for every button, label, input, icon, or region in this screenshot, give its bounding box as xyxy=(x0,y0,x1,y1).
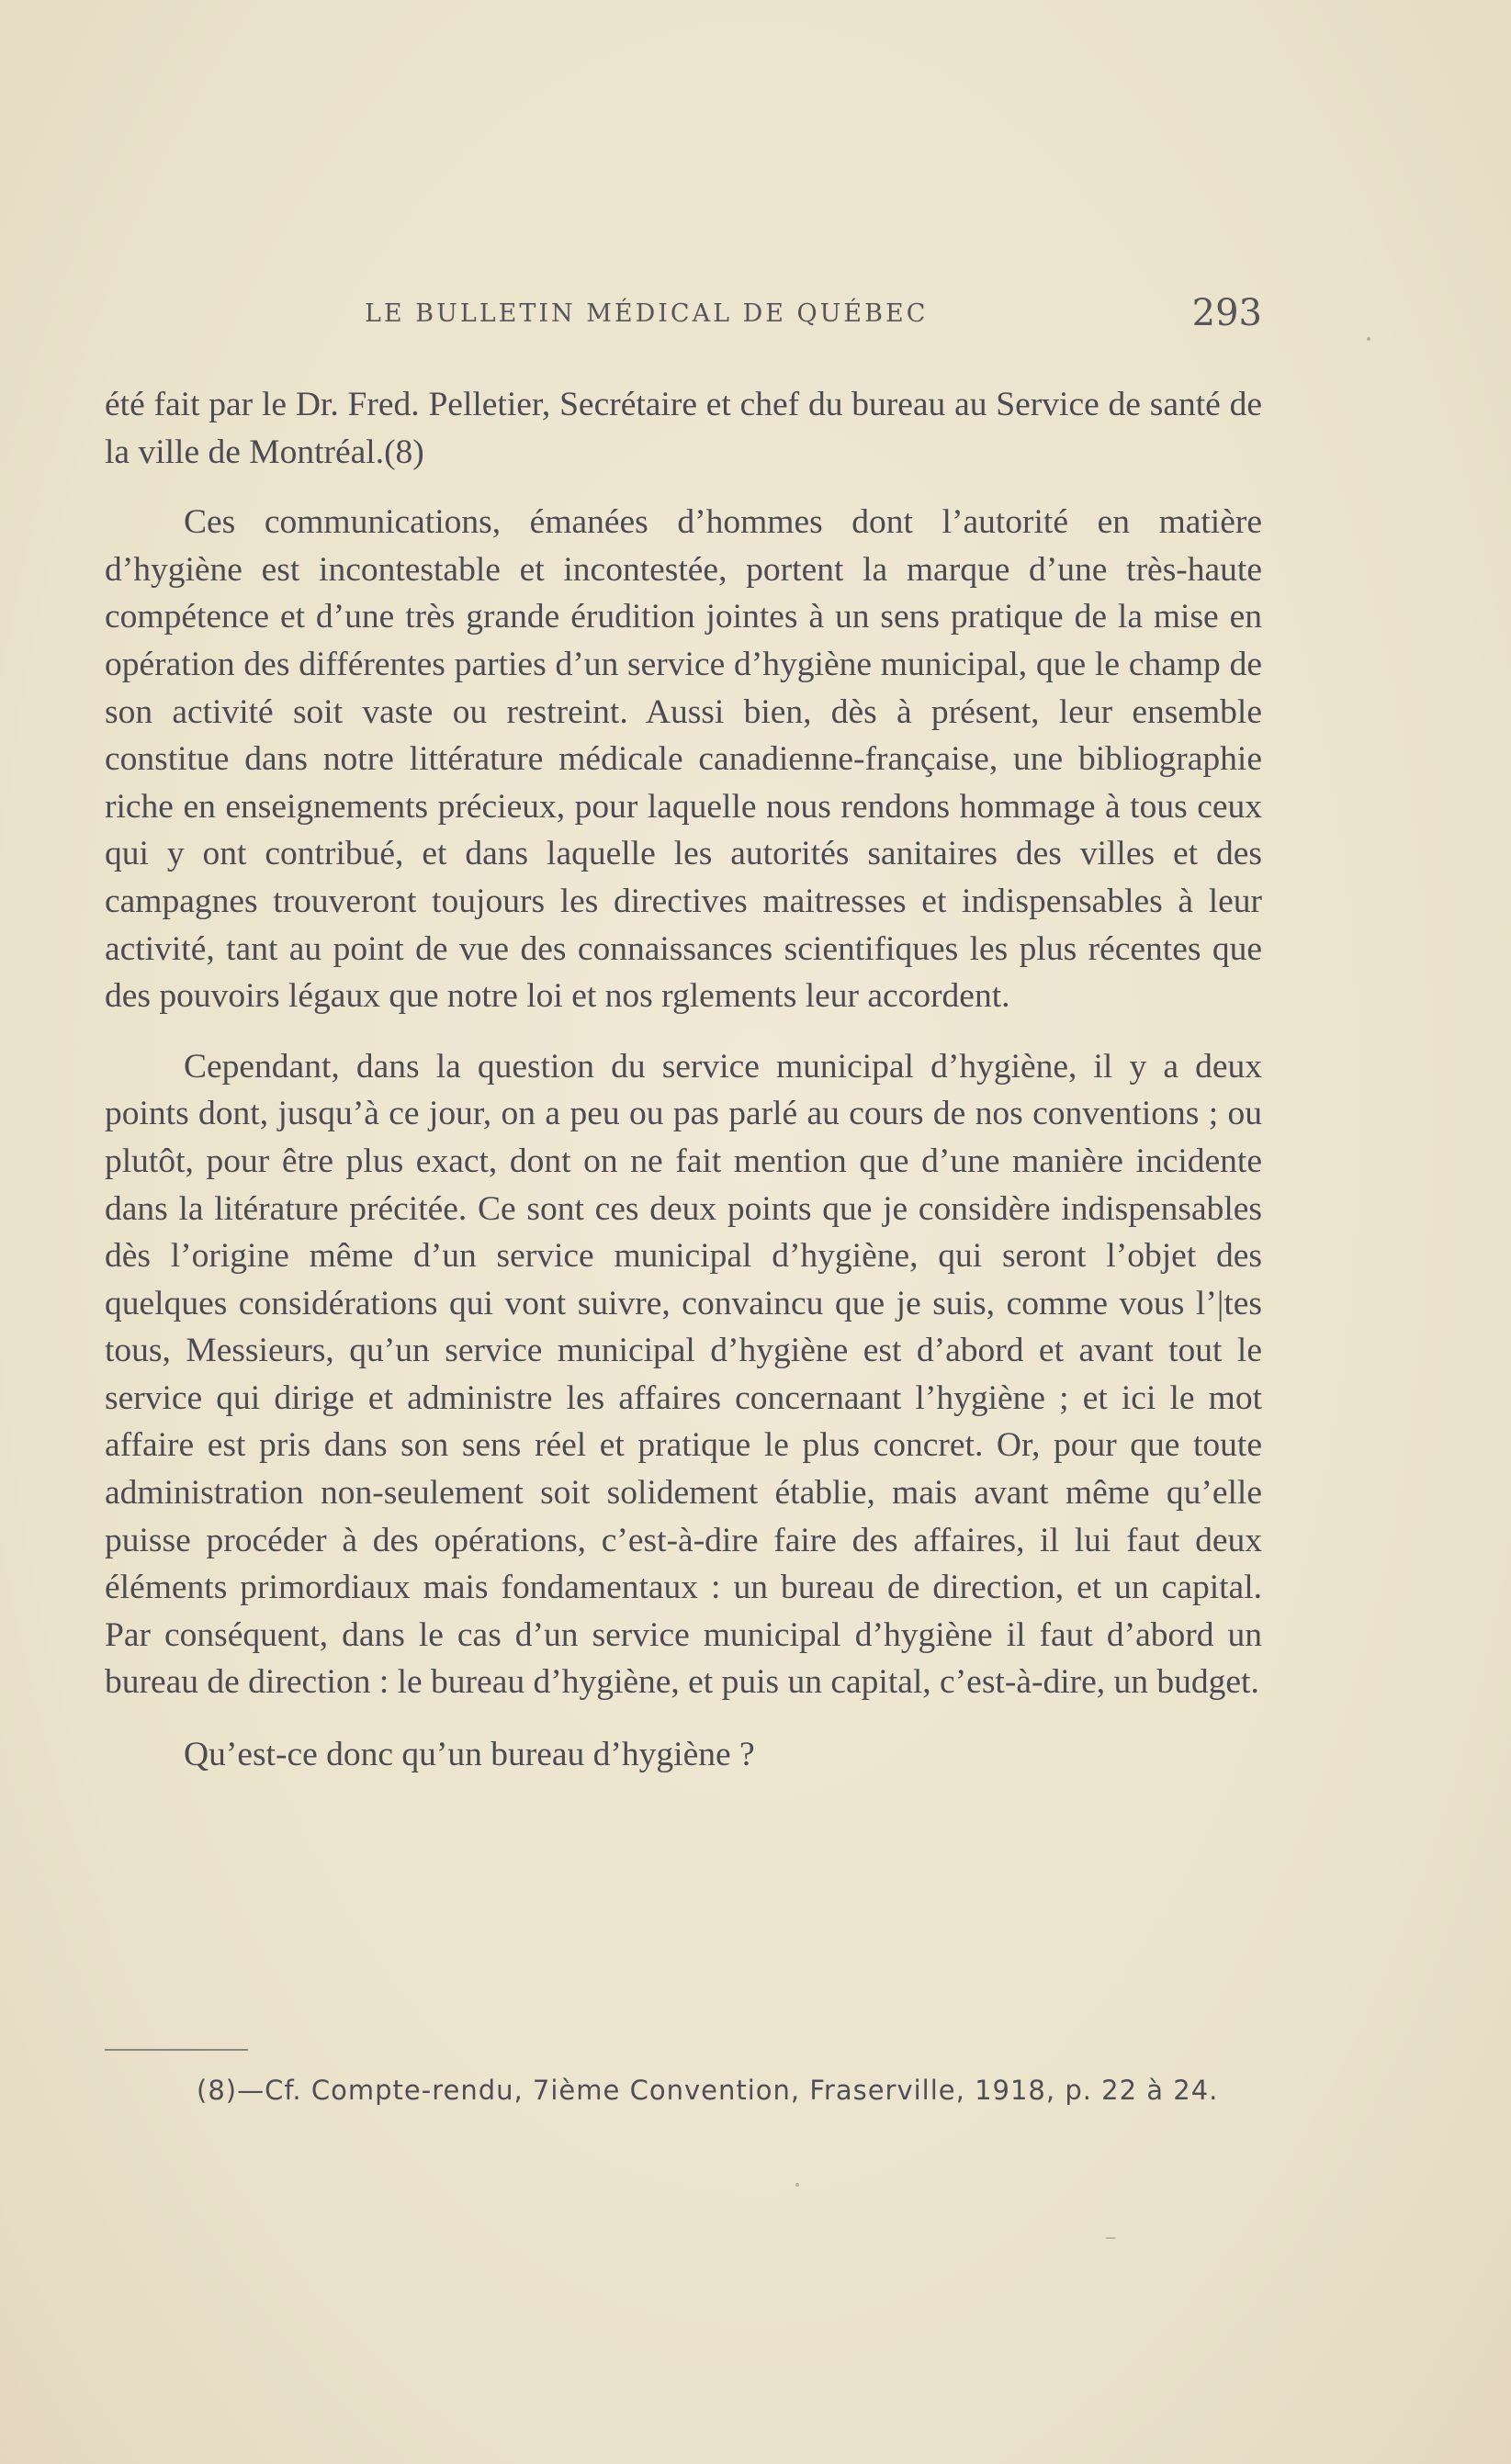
paragraph-4: Qu’est-ce donc qu’un bureau d’hygiène ? xyxy=(184,1736,755,1774)
running-header xyxy=(105,292,1262,338)
paragraph-2: Ces communications, émanées d’hommes dont l’autorité en matière d’hygiène est incontestable et incontestée, portent la marque d’une très-haute compétence et d’une très grande érudition jointes à un sens pratique de la mise en opération des différentes parties d’un service d’hygiène municipal, que le champ de son activité soit vaste ou restreint. Aussi bien, dès à présent, leur ensemble constitue dans notre littérature médicale canadienne-française, une bibliographie riche en enseignements précieux, pour laquelle nous rendons hommage à tous ceux qui y ont contribué, et dans laquelle les autorités sanitaires des villes et des campagnes trouveront toujours les directives maitresses et indispensables à leur activité, tant au point de vue des connaissances scientifiques les plus récentes que des pouvoirs légaux que notre loi et nos rglements leur accordent. xyxy=(105,503,1262,1016)
page-number: 293 xyxy=(1191,292,1262,334)
paper-speck xyxy=(1105,2237,1116,2239)
paragraph-3: Cependant, dans la question du service municipal d’hygiène, il y a deux points dont, jusqu’à ce jour, on a peu ou pas parlé au cours de nos conventions ; ou plutôt, pour être plus exact, dont on ne fait mention que d’une manière incidente dans la litérature précitée. Ce sont ces deux points que je considère indispensables dès l’origine même d’un service municipal d’hygiène, qui seront l’objet des quelques considérations qui vont suivre, convaincu que je suis, comme vous l’|tes tous, Messieurs, qu’un service municipal d’hygiène est d’abord et avant tout le service qui dirige et administre les affaires concernaant l’hygiène ; et ici le mot affaire est pris dans son sens réel et pratique le plus concret. Or, pour que toute administration non-seulement soit solidement établie, mais avant même qu’elle puisse procéder à des opérations, c’est-à-dire faire des affaires, il lui faut deux éléments primordiaux mais fondamentaux : un bureau de direction, et un capital. Par conséquent, dans le cas d’un service municipal d’hygiène il faut d’abord un bureau de direction : le bureau d’hygiène, et puis un capital, c’est-à-dire, un budget. xyxy=(105,1047,1262,1702)
footnote xyxy=(105,2072,1262,2109)
paragraph-1: été fait par le Dr. Fred. Pelletier, Secrétaire et chef du bureau au Service de santé de la ville de Montréal.(8) xyxy=(105,386,1262,471)
paper-speck xyxy=(795,2183,799,2187)
footnote-rule xyxy=(105,2049,248,2051)
footnote-text: (8)—Cf. Compte-rendu, 7ième Convention, Fraserville, 1918, p. 22 à 24. xyxy=(197,2075,1219,2106)
paper-speck xyxy=(1367,337,1370,341)
body-text xyxy=(105,381,1262,1779)
journal-title: LE BULLETIN MÉDICAL DE QUÉBEC xyxy=(365,299,929,328)
